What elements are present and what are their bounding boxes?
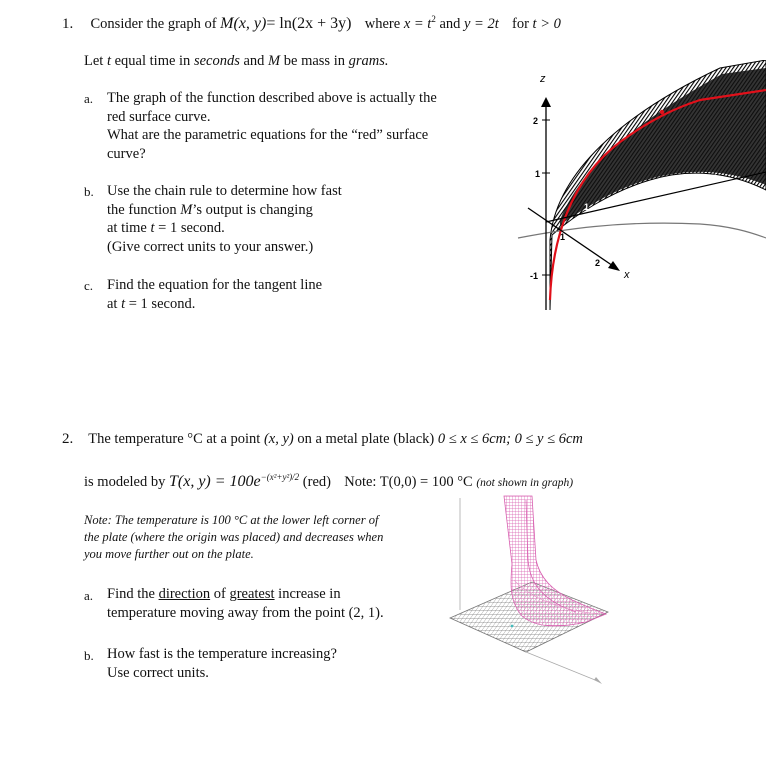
q2-line2exp: −(x²+y²)/2 bbox=[260, 472, 300, 482]
q1-b-line3 bbox=[107, 219, 427, 238]
z-arrow bbox=[541, 97, 551, 107]
q2-temperature-graph bbox=[440, 490, 610, 690]
y-tick-1: 1 bbox=[584, 202, 590, 212]
q1-b-line4: (Give correct units to your answer.) bbox=[107, 238, 314, 255]
let-seconds: seconds bbox=[193, 53, 240, 69]
q1-a-line1: The graph of the function described above is actually the bbox=[107, 90, 437, 106]
q1-c-line2t: t bbox=[121, 295, 126, 312]
q1-where: where bbox=[364, 15, 401, 32]
q1-a-body bbox=[107, 89, 487, 163]
q2-line2T: T(x, y) = 100e bbox=[168, 472, 261, 490]
q2-line1pt: (x, y) bbox=[263, 431, 294, 447]
q1-func-lhs: M(x, y) bbox=[220, 14, 267, 32]
q1-b-body bbox=[107, 182, 427, 256]
q2-a-greatest: greatest bbox=[229, 586, 275, 602]
q2-line2red: (red) bbox=[302, 473, 331, 490]
q1-c-line1: Find the equation for the tangent line bbox=[107, 277, 323, 293]
let-and: and bbox=[243, 53, 265, 69]
q2-a-of: of bbox=[213, 586, 226, 602]
q2-a-line2: temperature moving away from the point (2, 1). bbox=[107, 605, 384, 621]
q2-line1b: on a metal plate (black) bbox=[297, 431, 435, 447]
q1-b-line1: Use the chain rule to determine how fast bbox=[107, 183, 342, 199]
q2-a-direction: direction bbox=[158, 586, 211, 602]
surface-fill bbox=[560, 68, 766, 225]
q1-y-def: y = 2t bbox=[464, 15, 499, 32]
z-tick-neg1: -1 bbox=[530, 271, 539, 281]
let-mass: be mass in bbox=[283, 53, 345, 69]
y-tick-2: 2 bbox=[624, 193, 630, 203]
z-tick-2: 2 bbox=[533, 116, 539, 126]
q1-lead: Consider the graph of bbox=[90, 15, 217, 32]
q1-b-line2M: M bbox=[180, 201, 193, 218]
x-tick-1: 1 bbox=[560, 232, 566, 242]
y-tick-3: 3 bbox=[671, 182, 677, 192]
let-text: equal time in bbox=[114, 53, 191, 69]
q2-line2a: is modeled by bbox=[84, 473, 166, 490]
q1-func-rhs: = ln(2x + 3y) bbox=[266, 14, 352, 32]
q2-line2note: Note: T(0,0) = 100 °C bbox=[344, 473, 473, 490]
q1-for: for bbox=[512, 15, 529, 32]
q1-header bbox=[62, 10, 752, 34]
q2-line1c: 0 ≤ x ≤ 6cm; 0 ≤ y ≤ 6cm bbox=[437, 431, 583, 447]
q2-b-label: b. bbox=[84, 648, 94, 663]
q2-a-increase: increase in bbox=[278, 586, 341, 602]
q2-header bbox=[62, 430, 762, 449]
x-axis-label: x bbox=[624, 269, 630, 281]
q2-a-line1 bbox=[107, 585, 447, 604]
q1-c-label: c. bbox=[84, 278, 94, 293]
q2-note-l1: Note: The temperature is 100 °C at the lower left corner of bbox=[84, 513, 379, 527]
q1-let-line bbox=[84, 52, 389, 71]
q2-a-body bbox=[107, 585, 447, 623]
q2-b-line2: Use correct units. bbox=[107, 665, 209, 681]
q1-c-line2b: = 1 second. bbox=[128, 295, 196, 312]
y-tick-4: 4 bbox=[712, 173, 718, 183]
q2-note-l3: you move further out on the plate. bbox=[84, 547, 254, 561]
q1-a-line4: curve? bbox=[107, 145, 146, 162]
q2-line2small: (not shown in graph) bbox=[476, 476, 574, 489]
let-t: t bbox=[106, 53, 111, 69]
let-word: Let bbox=[84, 53, 104, 69]
q2-b-line1: How fast is the temperature increasing? bbox=[107, 646, 337, 662]
q2-note-l2: the plate (where the origin was placed) and decreases when bbox=[84, 530, 384, 544]
q2-a-find: Find the bbox=[107, 586, 155, 602]
q1-surface-graph bbox=[500, 60, 766, 320]
q1-a-line3: What are the parametric equations for the “red” surface bbox=[107, 127, 429, 143]
q1-a-label: a. bbox=[84, 91, 94, 106]
q1-and: and bbox=[439, 15, 461, 32]
let-grams: grams. bbox=[348, 53, 389, 69]
let-M: M bbox=[268, 53, 281, 69]
q2-b-body bbox=[107, 645, 447, 683]
q2-line1a: The temperature °C at a point bbox=[88, 431, 261, 447]
z-axis-label: z bbox=[540, 73, 546, 85]
q2-note bbox=[84, 512, 424, 563]
q1-t-cond: t > 0 bbox=[532, 15, 561, 32]
q2-model-line bbox=[84, 468, 764, 493]
q1-b-line2 bbox=[107, 201, 427, 220]
x-arrow bbox=[608, 261, 620, 271]
x-tick-2: 2 bbox=[595, 258, 601, 268]
q2-number: 2. bbox=[62, 431, 74, 447]
q1-b-line3b: = 1 second. bbox=[158, 220, 225, 236]
q2-a-label: a. bbox=[84, 588, 94, 603]
q1-b-line3t: t bbox=[150, 220, 155, 236]
q1-b-line3a: at time bbox=[107, 220, 147, 236]
q1-b-line2b: ’s output is changing bbox=[192, 201, 313, 218]
q1-number: 1. bbox=[62, 15, 74, 32]
q1-b-label: b. bbox=[84, 184, 94, 199]
z-tick-1: 1 bbox=[535, 169, 541, 179]
q1-c-body bbox=[107, 276, 427, 313]
curve-point bbox=[660, 110, 664, 114]
q1-a-line2: red surface curve. bbox=[107, 108, 211, 125]
q1-c-line2 bbox=[107, 295, 427, 314]
q1-c-line2a: at bbox=[107, 295, 118, 312]
q1-x-def: x = t bbox=[403, 15, 432, 32]
q1-x-exp: 2 bbox=[431, 14, 436, 24]
q1-b-line2a: the function bbox=[107, 201, 177, 218]
